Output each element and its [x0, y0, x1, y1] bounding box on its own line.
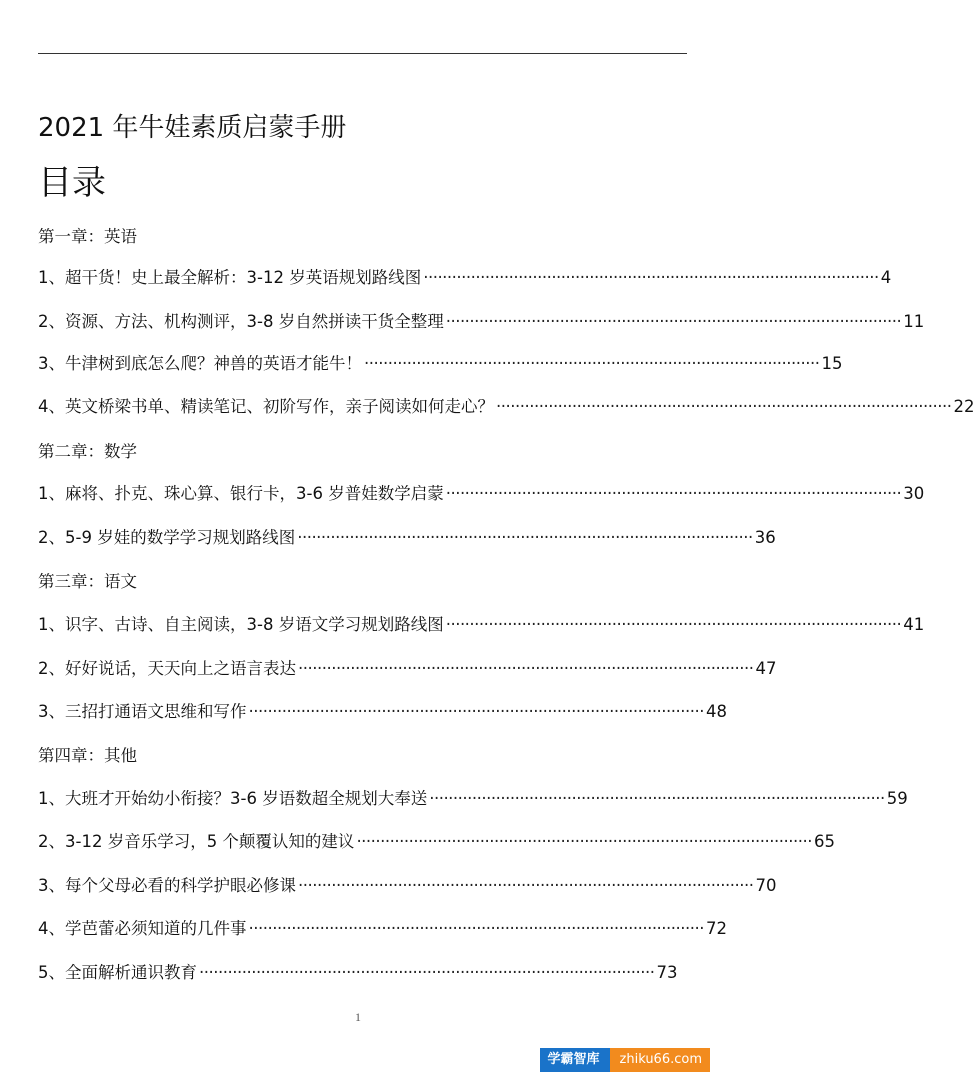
- toc-entry-page: 47: [755, 659, 777, 678]
- toc-entry-page: 72: [706, 919, 728, 938]
- toc-entry-title: 2、资源、方法、机构测评，3-8 岁自然拼读干货全整理: [38, 312, 444, 331]
- top-rule: [38, 53, 687, 54]
- toc-entry-page: 41: [903, 615, 925, 634]
- toc-entry-page: 22: [953, 397, 975, 416]
- toc-entry-page: 73: [656, 963, 678, 982]
- toc-entry-title: 4、学芭蕾必须知道的几件事: [38, 919, 247, 938]
- toc-entry[interactable]: [38, 786, 908, 812]
- toc-entry-page: 15: [821, 354, 843, 373]
- toc-heading: 目录: [38, 163, 106, 203]
- toc-entry[interactable]: [38, 394, 975, 420]
- toc-entry[interactable]: [38, 481, 925, 507]
- toc-entry[interactable]: [38, 960, 678, 986]
- site-watermark: [540, 1048, 711, 1072]
- toc-entry[interactable]: [38, 829, 835, 855]
- toc-entry[interactable]: [38, 351, 843, 377]
- dot-leader: ································································································: [298, 876, 754, 895]
- toc-entry-title: 5、全面解析通识教育: [38, 963, 197, 982]
- page-number: 1: [355, 1010, 361, 1024]
- toc-entry[interactable]: [38, 699, 728, 725]
- dot-leader: ································································································: [429, 789, 885, 808]
- dot-leader: ································································································: [248, 702, 705, 721]
- toc-entry-page: 65: [813, 832, 835, 851]
- toc-entry-page: 36: [754, 528, 776, 547]
- dot-leader: ································································································: [364, 354, 820, 373]
- toc-entry-title: 2、好好说话，天天向上之语言表达: [38, 659, 296, 678]
- toc-entry[interactable]: [38, 309, 925, 335]
- toc-entry-title: 1、大班才开始幼小衔接？3-6 岁语数超全规划大奉送: [38, 789, 428, 808]
- dot-leader: ································································································: [297, 528, 753, 547]
- toc-entry-page: 59: [886, 789, 908, 808]
- chapter-heading: 第一章：英语: [38, 227, 137, 246]
- toc-entry-page: 11: [903, 312, 925, 331]
- toc-entry-title: 3、三招打通语文思维和写作: [38, 702, 247, 721]
- toc-entry[interactable]: [38, 656, 777, 682]
- toc-entry-page: 30: [903, 484, 925, 503]
- toc-entry[interactable]: [38, 525, 776, 551]
- chapter-heading: 第四章：其他: [38, 746, 137, 765]
- chapter-heading: 第二章：数学: [38, 442, 137, 461]
- toc-entry-title: 4、英文桥梁书单、精读笔记、初阶写作，亲子阅读如何走心？: [38, 397, 494, 416]
- toc-entry-title: 1、超干货！史上最全解析：3-12 岁英语规划路线图: [38, 268, 422, 287]
- toc-entry[interactable]: [38, 873, 777, 899]
- chapter-heading: 第三章：语文: [38, 572, 137, 591]
- dot-leader: ································································································: [445, 312, 902, 331]
- toc-entry-title: 1、识字、古诗、自主阅读，3-8 岁语文学习规划路线图: [38, 615, 444, 634]
- toc-entry[interactable]: [38, 265, 892, 291]
- toc-entry-page: 70: [755, 876, 777, 895]
- dot-leader: ································································································: [445, 615, 902, 634]
- toc-entry[interactable]: [38, 916, 728, 942]
- toc-entry-page: 48: [706, 702, 728, 721]
- dot-leader: ································································································: [423, 268, 879, 287]
- toc-entry-title: 2、5-9 岁娃的数学学习规划路线图: [38, 528, 296, 547]
- toc-entry-page: 4: [880, 268, 892, 287]
- document-title: 2021 年牛娃素质启蒙手册: [38, 113, 347, 143]
- dot-leader: ································································································: [248, 919, 705, 938]
- dot-leader: ································································································: [356, 832, 812, 851]
- toc-entry-title: 3、牛津树到底怎么爬？神兽的英语才能牛！: [38, 354, 362, 373]
- dot-leader: ································································································: [445, 484, 902, 503]
- toc-entry-title: 2、3-12 岁音乐学习，5 个颠覆认知的建议: [38, 832, 355, 851]
- toc-entry-title: 3、每个父母必看的科学护眼必修课: [38, 876, 296, 895]
- dot-leader: ································································································: [496, 397, 952, 416]
- toc-entry[interactable]: [38, 612, 925, 638]
- toc-entry-title: 1、麻将、扑克、珠心算、银行卡，3-6 岁普娃数学启蒙: [38, 484, 444, 503]
- dot-leader: ································································································: [298, 659, 754, 678]
- dot-leader: ································································································: [199, 963, 655, 982]
- watermark-brand: 学霸智库: [540, 1048, 610, 1072]
- watermark-site: zhiku66.com: [610, 1048, 710, 1072]
